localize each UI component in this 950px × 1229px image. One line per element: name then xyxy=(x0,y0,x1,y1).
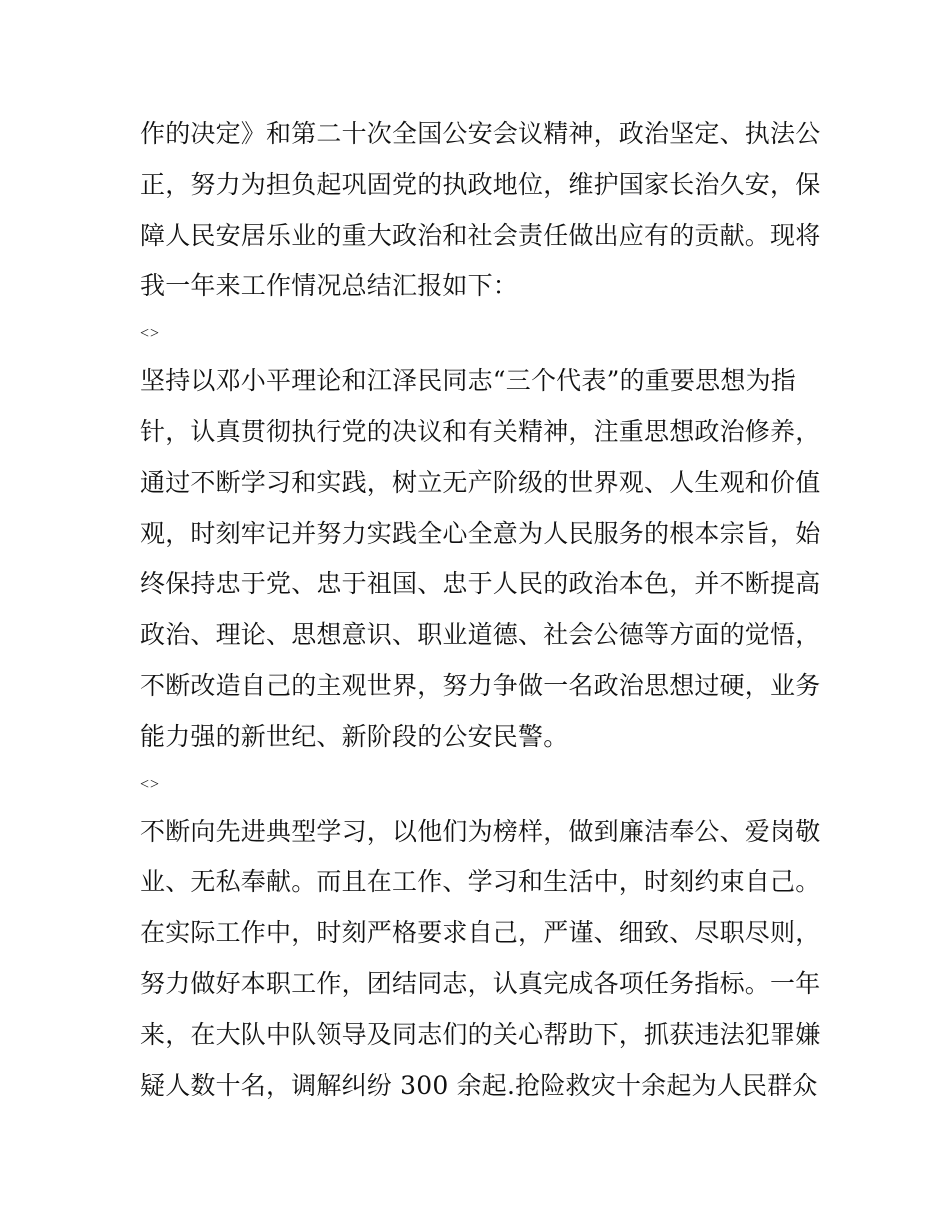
paragraph-2 xyxy=(140,356,820,762)
text-line: 障人民安居乐业的重大政治和社会责任做出应有的贡献。现将 xyxy=(140,220,821,250)
section-marker: <> xyxy=(140,325,161,343)
text-line: 我一年来工作情况总结汇报如下： xyxy=(140,271,519,301)
section-marker: <> xyxy=(140,775,161,793)
text-line: 终保持忠于党、忠于祖国、忠于人民的政治本色，并不断提高 xyxy=(140,569,821,599)
document-body xyxy=(140,109,820,1111)
text-line: 疑人数十名，调解纠纷 300 余起.抢险救灾十余起为人民群众 xyxy=(140,1070,818,1100)
text-line: 政治、理论、思想意识、职业道德、社会公德等方面的觉悟， xyxy=(140,620,821,650)
text-line: 努力做好本职工作，团结同志，认真完成各项任务指标。一年 xyxy=(140,968,821,998)
text-line: 来，在大队中队领导及同志们的关心帮助下，抓获违法犯罪嫌 xyxy=(140,1019,821,1049)
text-line: 针，认真贯彻执行党的决议和有关精神，注重思想政治修养， xyxy=(140,416,821,446)
text-line: 作的决定》和第二十次全国公安会议精神，政治坚定、执法公 xyxy=(140,119,821,148)
text-line: 在实际工作中，时刻严格要求自己，严谨、细致、尽职尽则， xyxy=(140,918,821,948)
text-line: 通过不断学习和实践，树立无产阶级的世界观、人生观和价值 xyxy=(140,467,821,497)
text-line: 业、无私奉献。而且在工作、学习和生活中，时刻约束自己。 xyxy=(140,867,821,897)
text-line: 观，时刻牢记并努力实践全心全意为人民服务的根本宗旨，始 xyxy=(140,518,821,548)
paragraph-3 xyxy=(140,807,820,1112)
text-line: 不断向先进典型学习，以他们为榜样，做到廉洁奉公、爱岗敬 xyxy=(140,816,821,846)
text-line: 能力强的新世纪、新阶段的公安民警。 xyxy=(140,721,569,751)
text-line: 坚持以邓小平理论和江泽民同志“三个代表”的重要思想为指 xyxy=(140,366,796,396)
text-line: 正，努力为担负起巩固党的执政地位，维护国家长治久安，保 xyxy=(140,169,821,199)
text-line: 不断改造自己的主观世界，努力争做一名政治思想过硬，业务 xyxy=(140,670,821,700)
paragraph-1 xyxy=(140,109,820,312)
